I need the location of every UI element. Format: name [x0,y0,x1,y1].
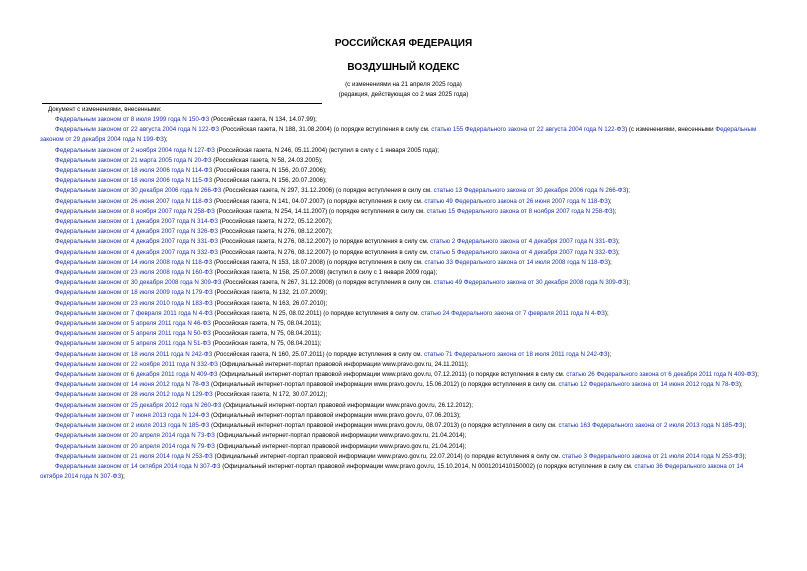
amendment-text: (Российская газета, N 156, 20.07.2006); [212,167,327,175]
law-link[interactable]: Федеральным законом от 4 декабря 2007 года N 331-ФЗ [55,238,218,246]
amendment-item [40,462,766,482]
law-link[interactable]: Федеральным законом от 28 июля 2012 года N 129-ФЗ [55,391,213,399]
amendments-list [40,115,766,482]
document-title: ВОЗДУШНЫЙ КОДЕКС [347,62,460,73]
law-link[interactable]: Федеральным законом от 5 апреля 2011 года N 46-ФЗ [55,320,211,328]
law-link[interactable]: Федеральным законом от 18 июля 2011 года N 242-ФЗ [55,350,213,358]
amendment-item [40,401,766,411]
law-link[interactable]: Федеральным законом от 5 апреля 2011 года N 50-ФЗ [55,330,211,338]
law-link[interactable]: Федеральным законом от 18 июля 2009 года N 179-ФЗ [55,289,213,297]
law-link[interactable]: Федеральным законом от 14 октября 2014 года N 307-ФЗ [55,462,221,470]
law-link[interactable]: Федеральным законом от 22 августа 2004 года N 122-ФЗ [55,126,220,134]
amendment-text: (Официальный интернет-портал правовой информации www.pravo.gov.ru, 26.12.2012); [221,401,473,409]
amendment-text: (Российская газета, N 156, 20.07.2006); [212,177,327,185]
article-link[interactable]: статью 2 Федерального закона от 4 декабря 2007 года N 331-ФЗ [430,238,616,246]
amendment-text: ); [121,473,125,481]
amendment-text: ); [607,197,612,205]
law-link[interactable]: Федеральным законом от 30 декабря 2008 года N 309-ФЗ [55,279,222,287]
law-link[interactable]: Федеральным законом от 18 июля 2006 года N 115-ФЗ [55,177,213,185]
amendment-item [40,421,766,431]
amendment-text: ); [607,258,612,266]
amendment-item [40,309,766,319]
amendment-item [40,452,766,462]
amendment-item [40,380,766,390]
amendment-text: (Российская газета, N 163, 26.07.2010); [212,299,328,307]
law-link[interactable]: Федеральным законом от 30 декабря 2006 года N 266-ФЗ [55,187,222,195]
law-link[interactable]: Федеральным законом от 23 июля 2008 года N 160-ФЗ [55,269,213,277]
amendment-item [40,156,766,166]
amended-note: (с изменениями на 21 апреля 2025 года) [345,81,462,88]
amendment-item [40,442,766,452]
amendment-text: ); [738,381,743,389]
amendment-text: (Российская газета, N 297, 31.12.2006) (о порядке вступления в силу см. [221,187,434,195]
amendment-item [40,227,766,237]
amendment-item [40,146,766,156]
article-link[interactable]: статью 3 Федерального закона от 21 июля 2014 года N 253-ФЗ [561,452,743,460]
amendment-text: (Российская газета, N 160, 25.07.2011) (о порядке вступления в силу см. [212,350,424,358]
amendment-item [40,288,766,298]
law-link[interactable]: Федеральным законом от 26 июня 2007 года N 118-ФЗ [55,197,213,205]
article-link[interactable]: статью 13 Федерального закона от 30 декабря 2006 года N 266-ФЗ [433,187,627,195]
country-heading: РОССИЙСКАЯ ФЕДЕРАЦИЯ [334,38,473,49]
amendment-text: ) (с изменениями, внесенными [625,126,716,134]
law-link[interactable]: Федеральным законом от 14 июня 2012 года N 78-ФЗ [55,381,210,389]
article-link[interactable]: статью 36 Федерального закона от 14 октября 2014 года N 307-ФЗ [40,462,744,481]
amendment-text: ); [742,422,747,430]
amendment-text: ); [742,452,747,460]
amendment-text: (Российская газета, N 153, 18.07.2008) (о порядке вступления в силу см. [212,258,425,266]
amendment-text: ); [604,309,609,317]
amendment-item [40,207,766,217]
amendment-item [40,360,766,370]
law-link[interactable]: Федеральным законом от 23 июля 2010 года N 183-ФЗ [55,299,213,307]
amendment-item [40,370,766,380]
amendment-text: (Российская газета, N 276, 08.12.2007); [217,228,333,236]
amendment-text: (Официальный интернет-портал правовой информации www.pravo.gov.ru, 21.04.2014); [214,442,467,450]
amendment-text: (Официальный интернет-портал правовой информации www.pravo.gov.ru, 22.07.2014) (о порядке вступления в силу см. [212,452,562,460]
article-link[interactable]: статью 71 Федерального закона от 18 июля 2011 года N 242-ФЗ [423,350,608,358]
article-link[interactable]: статью 155 Федерального закона от 22 августа 2004 года N 122-ФЗ [431,126,626,134]
amendment-text: (Российская газета, N 267, 31.12.2008) (о порядке вступления в силу см. [221,279,434,287]
amendment-text: ); [626,279,631,287]
law-link[interactable]: Федеральным законом от 18 июля 2006 года N 114-ФЗ [55,167,213,175]
law-link[interactable]: Федеральным законом от 20 апреля 2014 года N 79-ФЗ [55,442,215,450]
article-link[interactable]: Федеральным законом от 29 декабря 2004 года N 199-ФЗ [40,126,757,144]
amendment-text: (Российская газета, N 75, 08.04.2011); [210,340,322,348]
amendment-text: ); [615,238,620,246]
edition-note: (редакция, действующая со 2 мая 2025 года) [338,91,469,98]
amendment-text: (Российская газета, N 272, 05.12.2007); [217,218,333,226]
article-link[interactable]: статью 49 Федерального закона от 30 декабря 2008 года N 309-ФЗ [433,279,627,287]
law-link[interactable]: Федеральным законом от 1 декабря 2007 года N 314-ФЗ [55,218,218,226]
amendment-text: ); [612,207,617,215]
law-link[interactable]: Федеральным законом от 22 ноября 2011 года N 332-ФЗ [55,360,218,368]
divider-line [42,103,322,104]
amendment-text: (Российская газета, N 246, 05.11.2004) (вступил в силу с 1 января 2005 года); [214,146,439,154]
law-link[interactable]: Федеральным законом от 5 апреля 2011 года N 51-ФЗ [55,340,211,348]
amendment-text: (Российская газета, N 58, 24.03.2005); [211,156,323,164]
amendment-item [40,248,766,258]
amendment-item [40,431,766,441]
article-link[interactable]: статью 24 Федерального закона от 7 февраля 2011 года N 4-ФЗ [420,309,605,317]
article-link[interactable]: статью 15 Федерального закона от 8 ноября 2007 года N 258-ФЗ [426,207,613,215]
amendment-item [40,319,766,329]
amendment-text: (Российская газета, N 254, 14.11.2007) (о порядке вступления в силу см. [214,207,427,215]
amendment-item [40,350,766,360]
article-link[interactable]: статью 12 Федерального закона от 14 июня 2012 года N 78-ФЗ [558,381,739,389]
amendment-item [40,197,766,207]
amendments-label: Документ с изменениями, внесенными: [48,106,162,113]
amendment-item [40,115,766,125]
amendment-item [40,390,766,400]
law-link[interactable]: Федеральным законом от 21 июля 2014 года N 253-ФЗ [55,452,213,460]
amendment-text: (Российская газета, N 75, 08.04.2011); [210,330,322,338]
amendment-text: (Официальный интернет-портал правовой информации www.pravo.gov.ru, 15.10.2014, N 0001201410150002) (о порядке вступления в силу см. [220,462,635,470]
amendment-item [40,258,766,268]
amendment-item [40,268,766,278]
article-link[interactable]: статью 26 Федерального закона от 6 декабря 2011 года N 409-ФЗ [566,371,756,379]
law-link[interactable]: Федеральным законом от 4 декабря 2007 года N 326-ФЗ [55,228,218,236]
law-link[interactable]: Федеральным законом от 8 ноября 2007 года N 258-ФЗ [55,207,215,215]
amendment-text: (Российская газета, N 188, 31.08.2004) (о порядке вступления в силу см. [219,126,432,134]
amendment-text: ); [615,248,620,256]
law-link[interactable]: Федеральным законом от 7 июня 2013 года N 124-ФЗ [55,411,210,419]
amendment-item [40,186,766,196]
amendment-item [40,176,766,186]
law-link[interactable]: Федеральным законом от 7 февраля 2011 года N 4-ФЗ [55,309,213,317]
amendment-item [40,217,766,227]
law-link[interactable]: Федеральным законом от 14 июля 2008 года N 118-ФЗ [55,258,213,266]
amendment-text: ); [755,371,759,379]
article-link[interactable]: статью 33 Федерального закона от 14 июля 2008 года N 118-ФЗ [424,258,608,266]
amendment-text: (Официальный интернет-портал правовой информации www.pravo.gov.ru, 15.06.2012) (о порядке вступления в силу см. [209,381,559,389]
amendment-text: ); [163,136,168,144]
amendment-text: (Российская газета, N 172, 30.07.2012); [212,391,328,399]
amendment-text: ); [626,187,631,195]
amendment-item [40,339,766,349]
amendment-item [40,329,766,339]
article-link[interactable]: статью 5 Федерального закона от 4 декабря 2007 года N 332-ФЗ [430,248,616,256]
law-link[interactable]: Федеральным законом от 6 декабря 2011 года N 409-ФЗ [55,371,218,379]
amendment-text: (Официальный интернет-портал правовой информации www.pravo.gov.ru, 24.11.2011); [217,360,469,368]
amendment-text: (Российская газета, N 132, 21.07.2009); [212,289,328,297]
amendment-item [40,237,766,247]
article-link[interactable]: статью 49 Федерального закона от 26 июня 2007 года N 118-ФЗ [424,197,608,205]
amendment-item [40,411,766,421]
law-link[interactable]: Федеральным законом от 8 июля 1999 года N 150-ФЗ [55,116,210,123]
amendment-text: (Российская газета, N 276, 08.12.2007) (о порядке вступления в силу см. [217,248,431,256]
amendment-text: (Российская газета, N 141, 04.07.2007) (о порядке вступления в силу см. [212,197,425,205]
amendment-text: (Официальный интернет-портал правовой информации www.pravo.gov.ru, 21.04.2014); [214,432,467,440]
amendment-text: (Официальный интернет-портал правовой информации www.pravo.gov.ru, 08.07.2013) (о порядке вступления в силу см. [209,422,559,430]
law-link[interactable]: Федеральным законом от 2 ноября 2004 года N 127-ФЗ [55,146,215,154]
law-link[interactable]: Федеральным законом от 25 декабря 2012 года N 260-ФЗ [55,401,222,409]
law-link[interactable]: Федеральным законом от 20 апреля 2014 года N 73-ФЗ [55,432,215,440]
law-link[interactable]: Федеральным законом от 21 марта 2005 года N 20-ФЗ [55,156,212,164]
amendment-text: (Российская газета, N 276, 08.12.2007) (о порядке вступления в силу см. [217,238,431,246]
amendment-text: (Российская газета, N 158, 25.07.2008) (вступил в силу с 1 января 2009 года); [212,269,438,277]
amendment-text: (Российская газета, N 134, 14.07.99); [209,116,317,123]
amendment-text: (Официальный интернет-портал правовой информации www.pravo.gov.ru, 07.06.2013); [209,411,461,419]
amendment-item [40,278,766,288]
amendment-item [40,166,766,176]
law-link[interactable]: Федеральным законом от 4 декабря 2007 года N 332-ФЗ [55,248,218,256]
amendment-text: ); [607,350,612,358]
amendment-item [40,299,766,309]
amendment-text: (Российская газета, N 75, 08.04.2011); [210,320,322,328]
law-link[interactable]: Федеральным законом от 2 июля 2013 года N 185-ФЗ [55,422,210,430]
amendment-item [40,125,766,145]
amendment-text: (Официальный интернет-портал правовой информации www.pravo.gov.ru, 07.12.2011) (о порядке вступления в силу см. [217,371,567,379]
article-link[interactable]: статью 163 Федерального закона от 2 июля 2013 года N 185-ФЗ [558,422,743,430]
amendment-text: (Российская газета, N 25, 08.02.2011) (о порядке вступления в силу см. [212,309,421,317]
